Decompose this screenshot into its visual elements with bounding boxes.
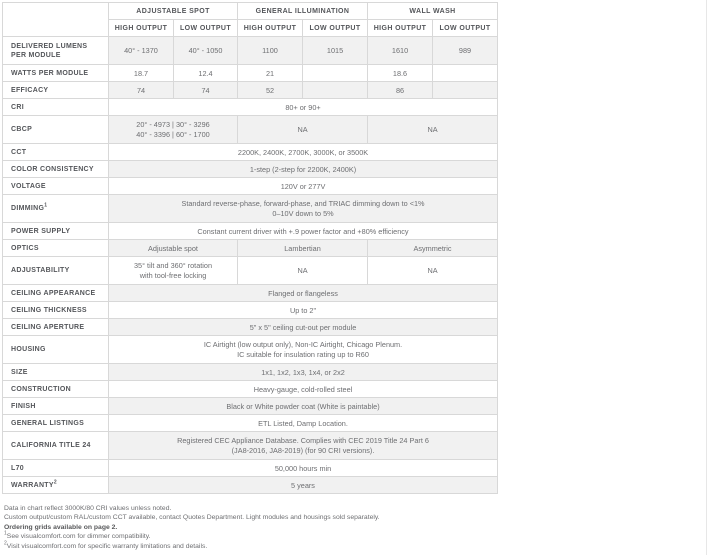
spec-cell xyxy=(109,257,238,285)
row-label: POWER SUPPLY xyxy=(3,223,109,240)
column-group-wall-wash: WALL WASH xyxy=(368,3,498,20)
row-watts-per-module xyxy=(3,65,498,82)
row-voltage xyxy=(3,178,498,195)
spec-cell: 1-step (2-step for 2200K, 2400K) xyxy=(109,161,498,178)
spec-cell: 1100 xyxy=(238,37,303,65)
row-label: EFFICACY xyxy=(3,82,109,99)
spec-cell: Adjustable spot xyxy=(109,240,238,257)
row-label: CBCP xyxy=(3,116,109,144)
spec-cell: 1015 xyxy=(303,37,368,65)
spec-cell-line: with tool-free locking xyxy=(139,270,207,280)
spec-cell-line: IC Airtight (low output only), Non-IC Airtight, Chicago Plenum. xyxy=(203,339,403,349)
row-color-consistency xyxy=(3,161,498,178)
corner-cell xyxy=(3,3,109,37)
spec-cell: Constant current driver with +.9 power factor and +80% efficiency xyxy=(109,223,498,240)
sub-header-2-high-output: HIGH OUTPUT xyxy=(238,20,303,37)
row-label: SIZE xyxy=(3,364,109,381)
spec-cell: NA xyxy=(368,257,498,285)
row-label: VOLTAGE xyxy=(3,178,109,195)
row-size xyxy=(3,364,498,381)
footnote-marker: 1 xyxy=(4,530,7,537)
row-general-listings xyxy=(3,415,498,432)
row-adjustability xyxy=(3,257,498,285)
spec-cell: NA xyxy=(238,257,368,285)
row-label: HOUSING xyxy=(3,336,109,364)
spec-cell: 18.6 xyxy=(368,65,433,82)
spec-cell-line: (JA8-2016, JA8-2019) (for 90 CRI versions). xyxy=(231,445,375,455)
spec-cell xyxy=(109,116,238,144)
row-power-supply xyxy=(3,223,498,240)
row-ceiling-appearance xyxy=(3,285,498,302)
row-optics xyxy=(3,240,498,257)
row-label: CALIFORNIA TITLE 24 xyxy=(3,432,109,460)
spec-cell: 120V or 277V xyxy=(109,178,498,195)
group-header-row xyxy=(3,3,498,20)
spec-cell: 989 xyxy=(433,37,498,65)
spec-cell: 1610 xyxy=(368,37,433,65)
spec-cell: Black or White powder coat (White is paintable) xyxy=(109,398,498,415)
column-group-adjustable-spot: ADJUSTABLE SPOT xyxy=(109,3,238,20)
footnote-line-2: Custom output/custom RAL/custom CCT available, contact Quotes Department. Light modules and housings sold separately. xyxy=(4,514,380,522)
spec-cell xyxy=(109,195,498,223)
spec-cell: Up to 2" xyxy=(109,302,498,319)
row-finish xyxy=(3,398,498,415)
row-label: CEILING THICKNESS xyxy=(3,302,109,319)
spec-cell: ETL Listed, Damp Location. xyxy=(109,415,498,432)
spec-cell: 18.7 xyxy=(109,65,174,82)
row-l70 xyxy=(3,460,498,477)
footnote-marker: 2 xyxy=(53,479,57,486)
row-label: CONSTRUCTION xyxy=(3,381,109,398)
spec-cell: Asymmetric xyxy=(368,240,498,257)
spec-cell: 2200K, 2400K, 2700K, 3000K, or 3500K xyxy=(109,144,498,161)
spec-cell-line: 35° tilt and 360° rotation xyxy=(133,260,213,270)
footnote-line-1: Data in chart reflect 3000K/80 CRI values unless noted. xyxy=(4,505,172,512)
row-label: L70 xyxy=(3,460,109,477)
row-housing xyxy=(3,336,498,364)
footnote-marker: 1 xyxy=(44,202,48,209)
row-label: CEILING APPEARANCE xyxy=(3,285,109,302)
row-label: OPTICS xyxy=(3,240,109,257)
row-ceiling-aperture xyxy=(3,319,498,336)
spec-cell xyxy=(109,336,498,364)
footnotes xyxy=(4,504,564,551)
row-label: DIMMING$^1$ xyxy=(3,195,109,223)
sub-header-0-high-output: HIGH OUTPUT xyxy=(109,20,174,37)
spec-cell: 52 xyxy=(238,82,303,99)
spec-cell-line: Registered CEC Appliance Database. Complies with CEC 2019 Title 24 Part 6 xyxy=(177,435,429,445)
spec-cell: 5 years xyxy=(109,477,498,494)
spec-cell xyxy=(303,82,368,99)
row-warranty xyxy=(3,477,498,494)
row-dimming xyxy=(3,195,498,223)
row-label: WARRANTY$^2$ xyxy=(3,477,109,494)
spec-cell: Heavy-gauge, cold-rolled steel xyxy=(109,381,498,398)
footnote-marker: 2 xyxy=(4,540,7,547)
row-label: CEILING APERTURE xyxy=(3,319,109,336)
row-cct xyxy=(3,144,498,161)
row-efficacy xyxy=(3,82,498,99)
spec-cell-line: 0–10V down to 5% xyxy=(272,208,334,218)
spec-cell: 86 xyxy=(368,82,433,99)
spec-cell-line: IC suitable for insulation rating up to R60 xyxy=(237,349,369,359)
footnote-line-4: $^1$See visualcomfort.com for dimmer compatibility. xyxy=(4,530,151,541)
spec-cell: Flanged or flangeless xyxy=(109,285,498,302)
spec-cell: 50,000 hours min xyxy=(109,460,498,477)
spec-cell-line: Standard reverse-phase, forward-phase, and TRIAC dimming down to <1% xyxy=(181,198,425,208)
sub-header-5-low-output: LOW OUTPUT xyxy=(433,20,498,37)
footnote-line-5: $^2$Visit visualcomfort.com for specific warranty limitations and details. xyxy=(4,540,208,550)
spec-cell: 5" x 5" ceiling cut-out per module xyxy=(109,319,498,336)
sub-header-4-high-output: HIGH OUTPUT xyxy=(368,20,433,37)
spec-cell-line: 40° - 3396 | 60° - 1700 xyxy=(136,129,210,139)
column-group-general-illumination: GENERAL ILLUMINATION xyxy=(238,3,368,20)
row-label: CCT xyxy=(3,144,109,161)
spec-cell: 74 xyxy=(109,82,174,99)
row-construction xyxy=(3,381,498,398)
footnote-line-3: Ordering grids available on page 2. xyxy=(4,523,118,531)
row-label: FINISH xyxy=(3,398,109,415)
spec-cell: Lambertian xyxy=(238,240,368,257)
row-label: WATTS PER MODULE xyxy=(3,65,109,82)
spec-cell: 74 xyxy=(174,82,238,99)
spec-cell xyxy=(433,65,498,82)
spec-cell: NA xyxy=(238,116,368,144)
spec-table xyxy=(2,2,498,494)
spec-cell: NA xyxy=(368,116,498,144)
row-label: GENERAL LISTINGS xyxy=(3,415,109,432)
spec-cell xyxy=(303,65,368,82)
spec-cell: 21 xyxy=(238,65,303,82)
row-ceiling-thickness xyxy=(3,302,498,319)
spec-cell: 80+ or 90+ xyxy=(109,99,498,116)
row-label: CRI xyxy=(3,99,109,116)
row-label: COLOR CONSISTENCY xyxy=(3,161,109,178)
row-label: DELIVERED LUMENS PER MODULE xyxy=(3,37,109,65)
sub-header-1-low-output: LOW OUTPUT xyxy=(174,20,238,37)
spec-cell: 1x1, 1x2, 1x3, 1x4, or 2x2 xyxy=(109,364,498,381)
sub-header-3-low-output: LOW OUTPUT xyxy=(303,20,368,37)
spec-cell: 40° - 1050 xyxy=(174,37,238,65)
spec-cell xyxy=(433,82,498,99)
row-cbcp xyxy=(3,116,498,144)
spec-cell: 40° - 1370 xyxy=(109,37,174,65)
row-california-title-24 xyxy=(3,432,498,460)
row-label: ADJUSTABILITY xyxy=(3,257,109,285)
spec-cell-line: 20° - 4973 | 30° - 3296 xyxy=(136,119,210,129)
spec-cell: 12.4 xyxy=(174,65,238,82)
row-delivered-lumens-per-module xyxy=(3,37,498,65)
row-cri xyxy=(3,99,498,116)
spec-cell xyxy=(109,432,498,460)
